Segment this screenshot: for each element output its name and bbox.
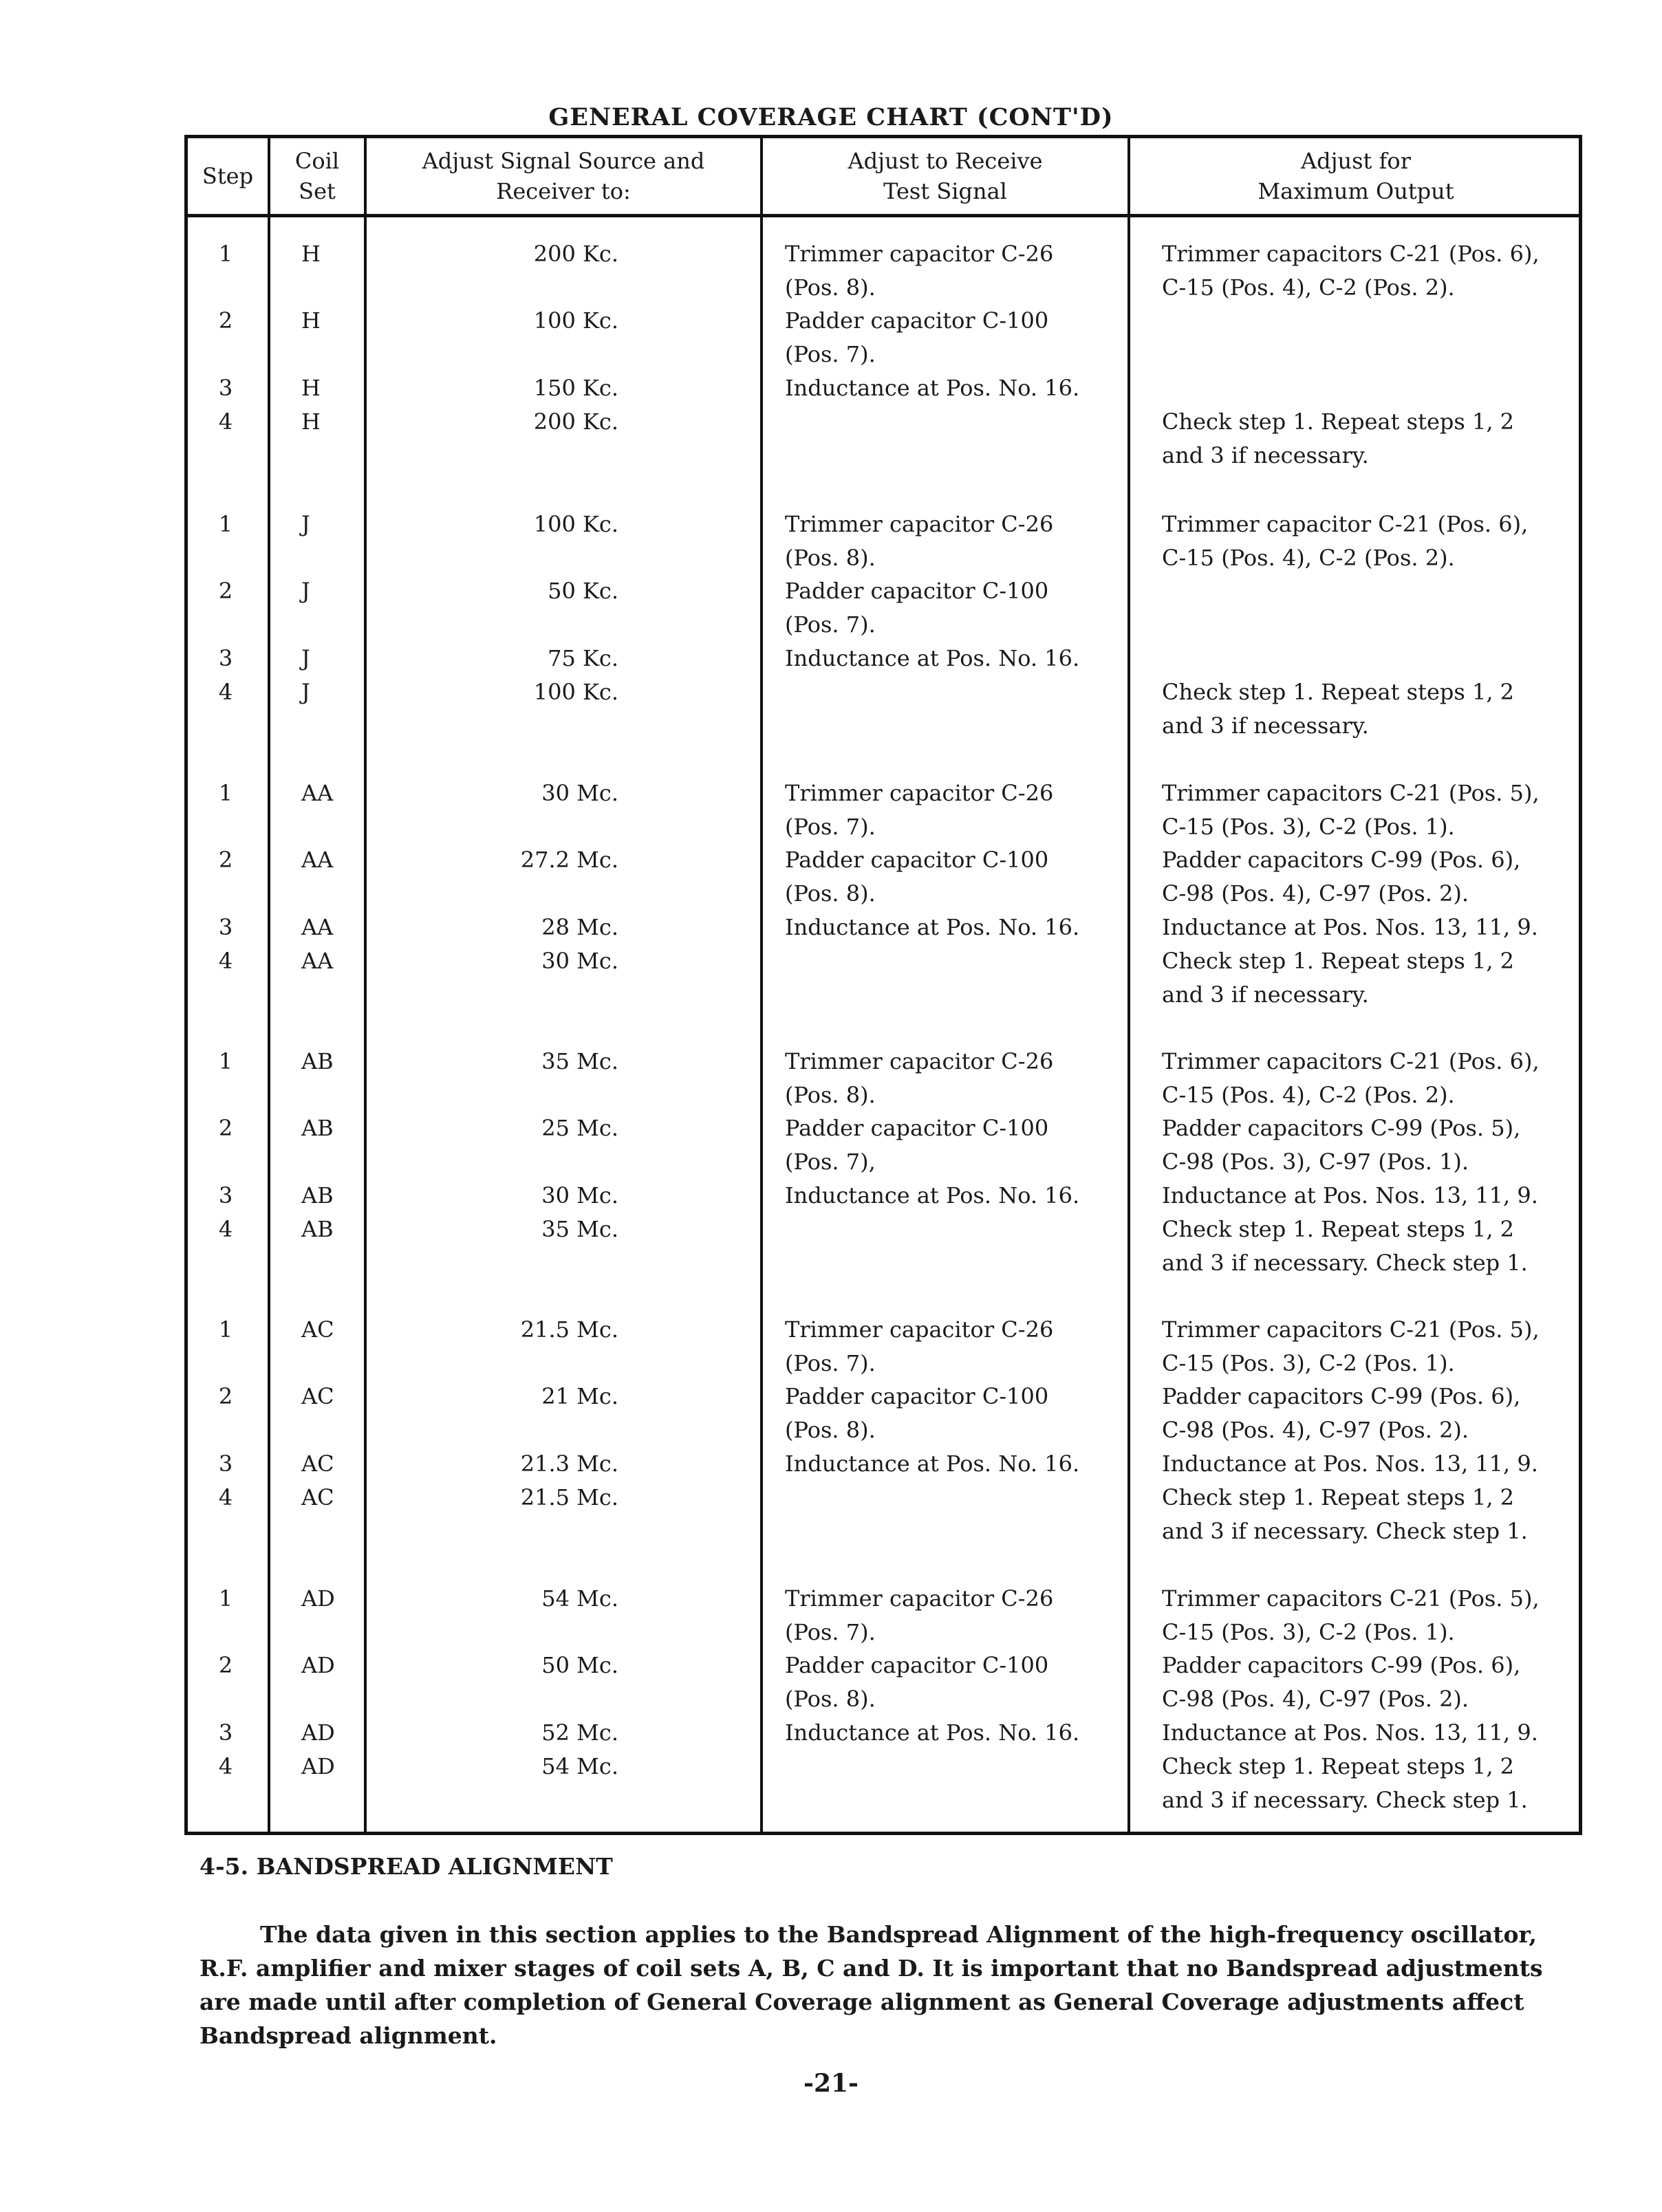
- maximum-output-cell: Padder capacitors C-99 (Pos. 5), C-98 (Pos. 3), C-97 (Pos. 1).: [1162, 1115, 1521, 1175]
- coil-set-cell: AC: [301, 1383, 334, 1409]
- header-divider: [188, 214, 1579, 217]
- coil-set-cell: AA: [301, 948, 334, 974]
- signal-cell: 21.5 Mc.: [520, 1484, 618, 1510]
- signal-cell: 30 Mc.: [541, 780, 618, 806]
- coil-set-cell: AD: [301, 1753, 335, 1779]
- coil-set-cell: J: [301, 679, 310, 705]
- signal-cell: 100 Kc.: [533, 307, 618, 334]
- maximum-output-cell: Trimmer capacitor C-21 (Pos. 6), C-15 (Pos. 4), C-2 (Pos. 2).: [1162, 511, 1529, 571]
- receive-cell: Inductance at Pos. No. 16.: [785, 645, 1080, 671]
- step-cell: 4: [218, 409, 233, 435]
- header-receive-test-signal: Adjust to Receive Test Signal: [848, 148, 1043, 204]
- step-cell: 1: [218, 780, 233, 806]
- coil-set-cell: AB: [301, 1115, 334, 1141]
- column-divider: [760, 138, 763, 1832]
- maximum-output-cell: Check step 1. Repeat steps 1, 2 and 3 if necessary.: [1162, 409, 1515, 468]
- coil-set-cell: AB: [301, 1182, 334, 1208]
- receive-cell: Padder capacitor C-100 (Pos. 8).: [785, 1383, 1049, 1443]
- signal-cell: 54 Mc.: [541, 1585, 618, 1612]
- step-cell: 2: [218, 847, 233, 873]
- receive-cell: Trimmer capacitor C-26 (Pos. 8).: [785, 511, 1054, 571]
- coil-set-cell: AD: [301, 1652, 335, 1678]
- step-cell: 1: [218, 511, 233, 537]
- signal-cell: 100 Kc.: [533, 679, 618, 705]
- receive-cell: Padder capacitor C-100 (Pos. 8).: [785, 847, 1049, 907]
- receive-cell: Trimmer capacitor C-26 (Pos. 7).: [785, 1585, 1054, 1645]
- signal-cell: 200 Kc.: [533, 241, 618, 267]
- maximum-output-cell: Inductance at Pos. Nos. 13, 11, 9.: [1162, 1451, 1538, 1477]
- maximum-output-cell: Trimmer capacitors C-21 (Pos. 6), C-15 (Pos. 4), C-2 (Pos. 2).: [1162, 1048, 1540, 1108]
- signal-cell: 50 Kc.: [548, 578, 618, 604]
- signal-cell: 21.3 Mc.: [520, 1451, 618, 1477]
- coil-set-cell: J: [301, 645, 310, 671]
- step-cell: 2: [218, 1383, 233, 1409]
- coil-set-cell: AC: [301, 1316, 334, 1343]
- coil-set-cell: AA: [301, 780, 334, 806]
- signal-cell: 25 Mc.: [541, 1115, 618, 1141]
- signal-cell: 50 Mc.: [541, 1652, 618, 1678]
- receive-cell: Inductance at Pos. No. 16.: [785, 1720, 1080, 1746]
- maximum-output-cell: Trimmer capacitors C-21 (Pos. 5), C-15 (Pos. 3), C-2 (Pos. 1).: [1162, 1585, 1540, 1645]
- step-cell: 1: [218, 1048, 233, 1074]
- maximum-output-cell: Check step 1. Repeat steps 1, 2 and 3 if necessary.: [1162, 679, 1515, 739]
- coil-set-cell: J: [301, 511, 310, 537]
- receive-cell: Trimmer capacitor C-26 (Pos. 7).: [785, 780, 1054, 840]
- receive-cell: Trimmer capacitor C-26 (Pos. 7).: [785, 1316, 1054, 1376]
- receive-cell: Inductance at Pos. No. 16.: [785, 1182, 1080, 1208]
- step-cell: 3: [218, 375, 233, 401]
- coil-set-cell: H: [301, 241, 321, 267]
- receive-cell: Trimmer capacitor C-26 (Pos. 8).: [785, 1048, 1054, 1108]
- maximum-output-cell: Check step 1. Repeat steps 1, 2 and 3 if necessary. Check step 1.: [1162, 1216, 1528, 1276]
- coil-set-cell: H: [301, 409, 321, 435]
- chart-title: GENERAL COVERAGE CHART (CONT'D): [548, 103, 1114, 131]
- coil-set-cell: AC: [301, 1484, 334, 1510]
- signal-cell: 27.2 Mc.: [520, 847, 618, 873]
- coil-set-cell: AA: [301, 847, 334, 873]
- step-cell: 3: [218, 914, 233, 940]
- step-cell: 4: [218, 679, 233, 705]
- maximum-output-cell: Inductance at Pos. Nos. 13, 11, 9.: [1162, 1182, 1538, 1208]
- header-signal-source: Adjust Signal Source and Receiver to:: [422, 148, 705, 204]
- receive-cell: Padder capacitor C-100 (Pos. 7).: [785, 307, 1049, 367]
- receive-cell: Trimmer capacitor C-26 (Pos. 8).: [785, 241, 1054, 301]
- step-cell: 3: [218, 1182, 233, 1208]
- receive-cell: Inductance at Pos. No. 16.: [785, 914, 1080, 940]
- signal-cell: 54 Mc.: [541, 1753, 618, 1779]
- section-paragraph: The data given in this section applies to the Bandspread Alignment of the high-frequency oscillator, R.F. amplifier and mixer stages of coil sets A, B, C and D. It is important that no Bandspread adjustments are made until after completion of General Coverage alignment as General Coverage adjustments affect Bandspread alignment.: [199, 1921, 1543, 2049]
- signal-cell: 150 Kc.: [533, 375, 618, 401]
- header-coil-set: Coil Set: [294, 148, 340, 204]
- maximum-output-cell: Check step 1. Repeat steps 1, 2 and 3 if necessary. Check step 1.: [1162, 1753, 1528, 1813]
- coverage-table: [184, 135, 1582, 1835]
- signal-cell: 30 Mc.: [541, 948, 618, 974]
- header-maximum-output: Adjust for Maximum Output: [1258, 148, 1454, 204]
- maximum-output-cell: Inductance at Pos. Nos. 13, 11, 9.: [1162, 1720, 1538, 1746]
- column-divider: [1127, 138, 1130, 1832]
- coil-set-cell: AB: [301, 1216, 334, 1242]
- maximum-output-cell: Padder capacitors C-99 (Pos. 6), C-98 (Pos. 4), C-97 (Pos. 2).: [1162, 1383, 1521, 1443]
- receive-cell: Padder capacitor C-100 (Pos. 7).: [785, 578, 1049, 638]
- coil-set-cell: H: [301, 375, 321, 401]
- signal-cell: 35 Mc.: [541, 1216, 618, 1242]
- step-cell: 4: [218, 948, 233, 974]
- maximum-output-cell: Trimmer capacitors C-21 (Pos. 6), C-15 (Pos. 4), C-2 (Pos. 2).: [1162, 241, 1540, 301]
- step-cell: 3: [218, 1451, 233, 1477]
- step-cell: 1: [218, 1585, 233, 1612]
- coil-set-cell: AB: [301, 1048, 334, 1074]
- signal-cell: 21.5 Mc.: [520, 1316, 618, 1343]
- coil-set-cell: AC: [301, 1451, 334, 1477]
- maximum-output-cell: Inductance at Pos. Nos. 13, 11, 9.: [1162, 914, 1538, 940]
- step-cell: 1: [218, 241, 233, 267]
- column-divider: [364, 138, 367, 1832]
- maximum-output-cell: Padder capacitors C-99 (Pos. 6), C-98 (Pos. 4), C-97 (Pos. 2).: [1162, 847, 1521, 907]
- maximum-output-cell: Check step 1. Repeat steps 1, 2 and 3 if necessary. Check step 1.: [1162, 1484, 1528, 1544]
- coil-set-cell: AA: [301, 914, 334, 940]
- signal-cell: 30 Mc.: [541, 1182, 618, 1208]
- header-step: Step: [202, 163, 254, 189]
- section-heading: 4-5. BANDSPREAD ALIGNMENT: [199, 1853, 613, 1880]
- receive-cell: Padder capacitor C-100 (Pos. 7),: [785, 1115, 1049, 1175]
- step-cell: 2: [218, 578, 233, 604]
- coil-set-cell: H: [301, 307, 321, 334]
- signal-cell: 28 Mc.: [541, 914, 618, 940]
- maximum-output-cell: Trimmer capacitors C-21 (Pos. 5), C-15 (Pos. 3), C-2 (Pos. 1).: [1162, 1316, 1540, 1376]
- receive-cell: Inductance at Pos. No. 16.: [785, 1451, 1080, 1477]
- maximum-output-cell: Trimmer capacitors C-21 (Pos. 5), C-15 (Pos. 3), C-2 (Pos. 1).: [1162, 780, 1540, 840]
- signal-cell: 52 Mc.: [541, 1720, 618, 1746]
- step-cell: 3: [218, 1720, 233, 1746]
- receive-cell: Inductance at Pos. No. 16.: [785, 375, 1080, 401]
- signal-cell: 35 Mc.: [541, 1048, 618, 1074]
- coil-set-cell: J: [301, 578, 310, 604]
- step-cell: 4: [218, 1216, 233, 1242]
- signal-cell: 21 Mc.: [541, 1383, 618, 1409]
- step-cell: 1: [218, 1316, 233, 1343]
- signal-cell: 75 Kc.: [548, 645, 618, 671]
- coil-set-cell: AD: [301, 1585, 335, 1612]
- step-cell: 2: [218, 307, 233, 334]
- coil-set-cell: AD: [301, 1720, 335, 1746]
- step-cell: 4: [218, 1484, 233, 1510]
- step-cell: 3: [218, 645, 233, 671]
- step-cell: 2: [218, 1115, 233, 1141]
- step-cell: 4: [218, 1753, 233, 1779]
- signal-cell: 200 Kc.: [533, 409, 618, 435]
- signal-cell: 100 Kc.: [533, 511, 618, 537]
- maximum-output-cell: Padder capacitors C-99 (Pos. 6), C-98 (Pos. 4), C-97 (Pos. 2).: [1162, 1652, 1521, 1712]
- step-cell: 2: [218, 1652, 233, 1678]
- page-number: -21-: [803, 2069, 859, 2098]
- column-divider: [268, 138, 270, 1832]
- maximum-output-cell: Check step 1. Repeat steps 1, 2 and 3 if necessary.: [1162, 948, 1515, 1008]
- receive-cell: Padder capacitor C-100 (Pos. 8).: [785, 1652, 1049, 1712]
